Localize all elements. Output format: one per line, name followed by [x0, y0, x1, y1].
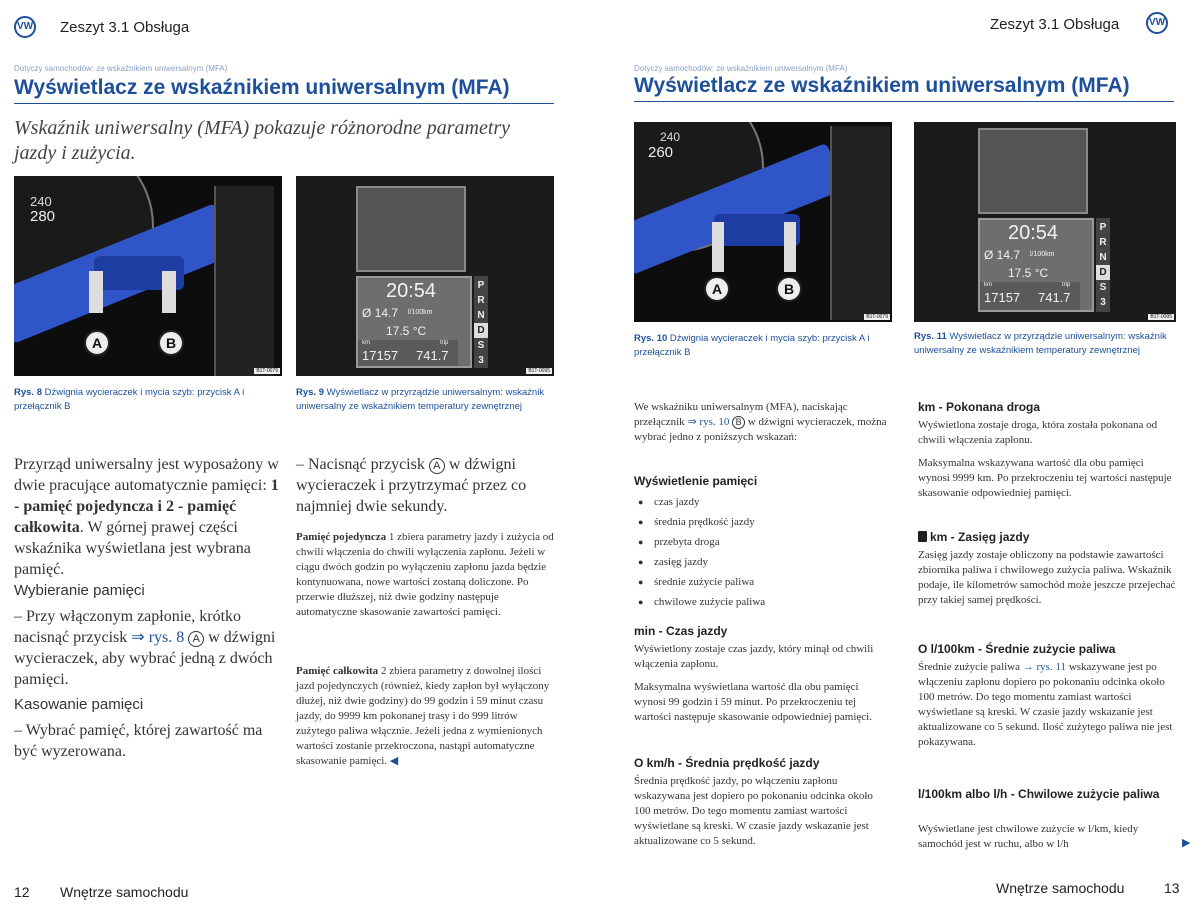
speed-label: 280: [30, 208, 56, 225]
reset-memory-text: – Wybrać pamięć, której zawartość ma być wyzerowana.: [14, 722, 263, 760]
caption-number: Rys. 11: [914, 331, 947, 342]
breadcrumb: Dotyczy samochodów: ze wskaźnikiem uniwersalnym (MFA): [14, 64, 228, 73]
continue-arrow-icon: ▶: [1182, 837, 1191, 849]
driving-time-text-2: Maksymalna wyświetlana wartość dla obu pamięci wynosi 99 godzin i 59 minut. Po przekroczeniu tej wartości następuje skasowanie odpowiedniej pamięci.: [634, 681, 872, 723]
figure-10-wiper-lever: [634, 122, 892, 322]
display-upper-screen: [356, 186, 466, 272]
heading-driving-time: min - Czas jazdy: [634, 624, 728, 638]
gear-d: D: [1096, 265, 1110, 280]
average-consumption-text-a: Średnie zużycie paliwa: [918, 661, 1021, 673]
vw-logo-icon: VW: [1146, 12, 1168, 34]
page-header: Zeszyt 3.1 Obsługa: [990, 16, 1120, 33]
caption-text: Wyświetlacz w przyrządzie uniwersalnym: wskaźnik uniwersalny ze wskaźnikiem temperatury zewnętrznej: [296, 387, 545, 412]
page-number-right: 13: [1164, 880, 1180, 896]
average-consumption-text: [918, 660, 1176, 750]
page-title: Wyświetlacz ze wskaźnikiem uniwersalnym (MFA): [634, 74, 1174, 102]
intro-text: Wskaźnik uniwersalny (MFA) pokazuje różnorodne parametry jazdy i zużycia.: [14, 117, 511, 164]
average-speed-text: Średnia prędkość jazdy, po włączeniu zapłonu wskazywana jest dopiero po pokonaniu odcinka około 100 metrów. Do tego momentu zamiast wartości wyświetlane są kreski. W czasie jazdy wskazanie jest aktualizowane co 5 sekund.: [634, 775, 873, 847]
total-memory-text: 2 zbiera parametry z dowolnej ilości jazd pojedynczych (również, kiedy zapłon był wyłączony dłużej, niż dwie godziny) do 99 godzin i 59 minut czasu jazdy, do 9999 km pokonanej trasy i do 999 litrów zużytego paliwa włącznie. Jeżeli jedna z wymienionych wartości zostanie przekroczona, nastąpi automatyczne skasowanie pamięci.: [296, 665, 550, 767]
caption-number: Rys. 9: [296, 387, 324, 398]
page-title: Wyświetlacz ze wskaźnikiem uniwersalnym (MFA): [14, 76, 554, 104]
figure-link[interactable]: → rys. 11: [1022, 661, 1067, 673]
caption-number: Rys. 10: [634, 333, 668, 344]
breadcrumb: Dotyczy samochodów: ze wskaźnikiem uniwersalnym (MFA): [634, 64, 848, 73]
driving-time-text-1: Wyświetlony zostaje czas jazdy, który minął od chwili włączenia zapłonu.: [634, 643, 874, 670]
pointer-a: [89, 271, 103, 313]
subheading-select-memory: Wybieranie pamięci: [14, 582, 145, 599]
heading-average-speed: O km/h - Średnia prędkość jazdy: [634, 756, 820, 770]
total-memory-bold: Pamięć całkowita: [296, 665, 379, 677]
label-b: B: [158, 330, 184, 356]
memory-intro-bold: 1 - pamięć pojedyncza i 2 - pamięć całkowita: [14, 477, 279, 536]
gear-3: 3: [478, 355, 484, 366]
figure-code: B1T-0095: [1150, 314, 1172, 320]
lcd-trip: 741.7: [416, 348, 449, 363]
label-b: B: [776, 276, 802, 302]
hold-text-a: – Nacisnąć przycisk: [296, 456, 425, 473]
figure-11-display: [914, 122, 1176, 322]
gear-r: R: [477, 295, 485, 306]
list-item: ● zasięg jazdy: [634, 552, 892, 572]
pointer-b: [162, 271, 176, 313]
list-item: ● średnia prędkość jazdy: [634, 512, 892, 532]
memory-intro-text: Przyrząd uniwersalny jest wyposażony w dwie pracujące automatycznie pamięci:: [14, 456, 279, 494]
list-item: ● średnie zużycie paliwa: [634, 572, 892, 592]
list-item: ● chwilowe zużycie paliwa: [634, 592, 892, 612]
distance-text-1: Wyświetlona zostaje droga, która została pokonana od chwili włączenia zapłonu.: [918, 419, 1158, 446]
page-number-left: 12: [14, 884, 30, 900]
heading-range: [918, 530, 1029, 544]
subheading-reset-memory: Kasowanie pamięci: [14, 696, 144, 713]
panel-edge: [830, 126, 890, 320]
lcd-odometer: 17157: [362, 348, 399, 363]
pointer-b: [784, 222, 796, 272]
caption-number: Rys. 8: [14, 387, 42, 398]
figure-8-wiper-lever: [14, 176, 282, 376]
figure-10-caption: [634, 332, 892, 360]
mfa-intro-text-b: w dźwigni wycieraczek, można wybrać jedno z poniższych wskazań:: [634, 416, 887, 443]
select-memory-text-b: w dźwigni wycieraczek, aby wybrać jedną z dwóch pamięci.: [14, 629, 276, 688]
single-memory-text: 1 zbiera parametry jazdy i zużycia od chwili włączenia do chwili wyłączenia zapłonu. Jeżeli w ciągu dwóch godzin po wyłączeniu zapłonu jazda będzie kontynuowana, nowe wartości zostaną doliczone. Po przerwie dłuższej, niż dwie godziny następuje automatyczne skasowanie zawartości pamięci.: [296, 531, 554, 618]
lcd-unit: l/100km: [1030, 251, 1055, 258]
speed-label-2: 240: [660, 130, 681, 144]
lcd-odometer: 17157: [984, 290, 1021, 305]
range-text: Zasięg jazdy zostaje obliczony na podstawie zawartości zbiornika paliwa i chwilowego zużycia paliwa. Wskaźnik podaje, ile kilometrów samochód może jeszcze przejechać przy takiej samej prędkości.: [918, 549, 1176, 606]
lcd-trip: 741.7: [1038, 290, 1071, 305]
footer-title-right: Wnętrze samochodu: [996, 880, 1125, 896]
list-heading: Wyświetlenie pamięci: [634, 474, 758, 488]
gear-d: D: [474, 323, 488, 338]
panel-edge: [214, 186, 274, 376]
fuel-pump-icon: [918, 531, 927, 542]
memory-intro-end: . W górnej prawej części wskaźnika wyświetlana jest wybrana pamięć.: [14, 519, 251, 578]
caption-text: Dźwignia wycieraczek i mycia szyb: przycisk A i przełącznik B: [634, 333, 870, 358]
figure-9-display: [296, 176, 554, 376]
instant-consumption-text: Wyświetlane jest chwilowe zużycie w l/km, kiedy samochód jest w ruchu, albo w l/h: [918, 823, 1139, 850]
mfa-intro-paragraph: [634, 400, 892, 445]
label-a: A: [704, 276, 730, 302]
lcd-temperature: 17.5 °C: [1008, 266, 1049, 280]
speed-label: 260: [648, 144, 674, 161]
figure-link[interactable]: ⇒ rys. 10: [687, 416, 730, 428]
lcd-display: [978, 218, 1094, 312]
select-memory-text: [14, 606, 280, 690]
gear-n: N: [1099, 252, 1107, 263]
figure-8-caption: [14, 386, 282, 414]
vw-logo-icon: VW: [14, 16, 36, 38]
gear-n: N: [477, 310, 485, 321]
lcd-consumption: Ø 14.7: [984, 248, 1021, 262]
figure-code: B1T-0095: [528, 368, 550, 374]
heading-average-consumption: O l/100km - Średnie zużycie paliwa: [918, 642, 1116, 656]
range-title-text: km - Zasięg jazdy: [930, 530, 1030, 544]
display-upper-screen: [978, 128, 1088, 214]
gear-s: S: [1099, 282, 1107, 293]
gear-3: 3: [1100, 297, 1106, 308]
gear-indicator: [474, 276, 488, 368]
end-mark-icon: ◀: [389, 755, 399, 767]
lcd-temperature: 17.5 °C: [386, 324, 427, 338]
footer-title-left: Wnętrze samochodu: [60, 884, 189, 900]
heading-distance: km - Pokonana droga: [918, 400, 1041, 414]
lcd-time: 20:54: [1008, 222, 1059, 244]
gear-indicator: [1096, 218, 1110, 312]
gear-p: P: [477, 280, 485, 291]
display-options-list: [634, 492, 892, 612]
lcd-display: [356, 276, 472, 368]
gear-r: R: [1099, 237, 1107, 248]
lcd-trip-label: trip: [440, 340, 449, 346]
lcd-unit: l/100km: [408, 309, 433, 316]
gear-p: P: [1099, 222, 1107, 233]
figure-code: B1T-0079: [256, 368, 278, 374]
gear-s: S: [477, 340, 485, 351]
list-item: ● czas jazdy: [634, 492, 892, 512]
page-header: Zeszyt 3.1 Obsługa: [60, 19, 190, 36]
speed-label-2: 240: [30, 194, 52, 209]
switch-b-symbol: B: [732, 416, 745, 429]
total-memory-paragraph: [296, 664, 554, 769]
caption-text: Dźwignia wycieraczek i mycia szyb: przycisk A i przełącznik B: [14, 387, 245, 412]
lcd-km-label: km: [362, 340, 370, 346]
hold-button-text: [296, 454, 554, 517]
lcd-trip-label: trip: [1062, 282, 1071, 288]
average-consumption-text-b: wskazywane jest po włączeniu zapłonu dopiero po pokonaniu odcinka około 100 metrów. Do tego momentu zamiast wartości wyświetlane są kreski. W czasie jazdy wskazanie jest aktualizowane co 5 sekund. Ilość zużytego paliwa nie jest pokazywana.: [918, 661, 1173, 748]
label-a: A: [84, 330, 110, 356]
lcd-consumption: Ø 14.7: [362, 306, 399, 320]
figure-9-caption: [296, 386, 554, 414]
lcd-km-label: km: [984, 282, 992, 288]
caption-text: Wyświetlacz w przyrządzie uniwersalnym: wskaźnik uniwersalny ze wskaźnikiem temperatury zewnętrznej: [914, 331, 1167, 356]
single-memory-bold: Pamięć pojedyncza: [296, 531, 387, 543]
figure-code: B1T-0079: [866, 314, 888, 320]
mfa-intro-text-a: We wskaźniku uniwersalnym (MFA), naciskając przełącznik: [634, 401, 848, 428]
figure-11-caption: [914, 330, 1176, 358]
single-memory-paragraph: [296, 530, 554, 620]
select-memory-text-a: – Przy włączonym zapłonie, krótko nacisnąć przycisk: [14, 608, 242, 646]
hold-text-b: w dźwigni wycieraczek i przytrzymać przez co najmniej dwie sekundy.: [296, 456, 527, 515]
button-a-symbol: A: [188, 631, 204, 647]
button-a-symbol: A: [429, 458, 445, 474]
pointer-a: [712, 222, 724, 272]
figure-link[interactable]: ⇒ rys. 8: [131, 629, 185, 646]
lcd-time: 20:54: [386, 280, 437, 302]
distance-text-2: Maksymalna wskazywana wartość dla obu pamięci wynosi 9999 km. Po przekroczeniu tej wartości następuje skasowanie odpowiedniej pamięci.: [918, 457, 1172, 499]
heading-instant-consumption: l/100km albo l/h - Chwilowe zużycie paliwa: [918, 787, 1160, 801]
list-item: ● przebyta droga: [634, 532, 892, 552]
memory-intro-paragraph: [14, 454, 280, 580]
